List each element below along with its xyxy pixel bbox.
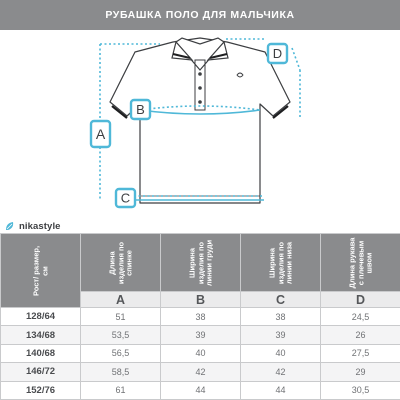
size-table [0,233,400,400]
size-header-label: Рост/ размер, см [31,245,49,296]
brand-name: nikastyle [19,220,61,232]
marker-b [131,100,150,119]
size-header-cell [1,234,81,308]
page-title: РУБАШКА ПОЛО ДЛЯ МАЛЬЧИКА [0,0,400,30]
measure-d-value: 27,5 [321,344,400,362]
size-value: 146/72 [1,363,81,381]
measure-a-value: 53,5 [81,326,161,344]
measure-c-value: 39 [241,326,321,344]
marker-a-label: A [95,126,106,142]
leaf-logo-icon [4,220,16,232]
marker-c [116,189,135,207]
marker-b-label: B [136,102,145,117]
measure-a-value: 61 [81,381,161,399]
size-value: 140/68 [1,344,81,362]
column-header-d [321,234,400,292]
measure-b-value: 38 [161,308,241,326]
measure-c-value: 40 [241,344,321,362]
measure-a-value: 51 [81,308,161,326]
column-letter-b: B [161,292,241,308]
table-row [1,344,400,362]
button-3 [198,100,202,104]
measure-d-value: 26 [321,326,400,344]
column-header-a [81,234,161,292]
button-2 [198,86,202,90]
measure-b-value: 42 [161,363,241,381]
measure-d-value: 24,5 [321,308,400,326]
size-value: 128/64 [1,308,81,326]
measure-d-value: 30,5 [321,381,400,399]
measure-c-value: 42 [241,363,321,381]
column-letter-a: A [81,292,161,308]
measure-b-value: 44 [161,381,241,399]
marker-d-label: D [272,46,283,61]
marker-a [91,121,110,147]
column-header-a-label: Длина изделия по спинке [106,241,133,284]
column-header-c-label: Ширина изделия по линии низа [266,241,293,284]
column-letter-d: D [321,292,400,308]
column-header-b-label: Ширина изделия по линии груди [186,239,213,286]
column-header-b [161,234,241,292]
table-row [1,326,400,344]
size-value: 152/76 [1,381,81,399]
column-header-d-label: Длина рукава с плечевым швом [346,237,373,288]
table-row [1,381,400,399]
measure-a-value: 56,5 [81,344,161,362]
button-1 [198,72,202,76]
brand [4,219,122,233]
marker-c-label: C [120,190,131,206]
column-header-c [241,234,321,292]
measure-d-value: 29 [321,363,400,381]
marker-d [268,44,287,63]
measure-c-value: 44 [241,381,321,399]
measure-c-value: 38 [241,308,321,326]
measure-b-value: 40 [161,344,241,362]
table-row [1,308,400,326]
size-value: 134/68 [1,326,81,344]
polo-shirt-diagram [0,30,400,215]
measure-a-value: 58,5 [81,363,161,381]
table-row [1,363,400,381]
measure-b-value: 39 [161,326,241,344]
column-letter-c: C [241,292,321,308]
